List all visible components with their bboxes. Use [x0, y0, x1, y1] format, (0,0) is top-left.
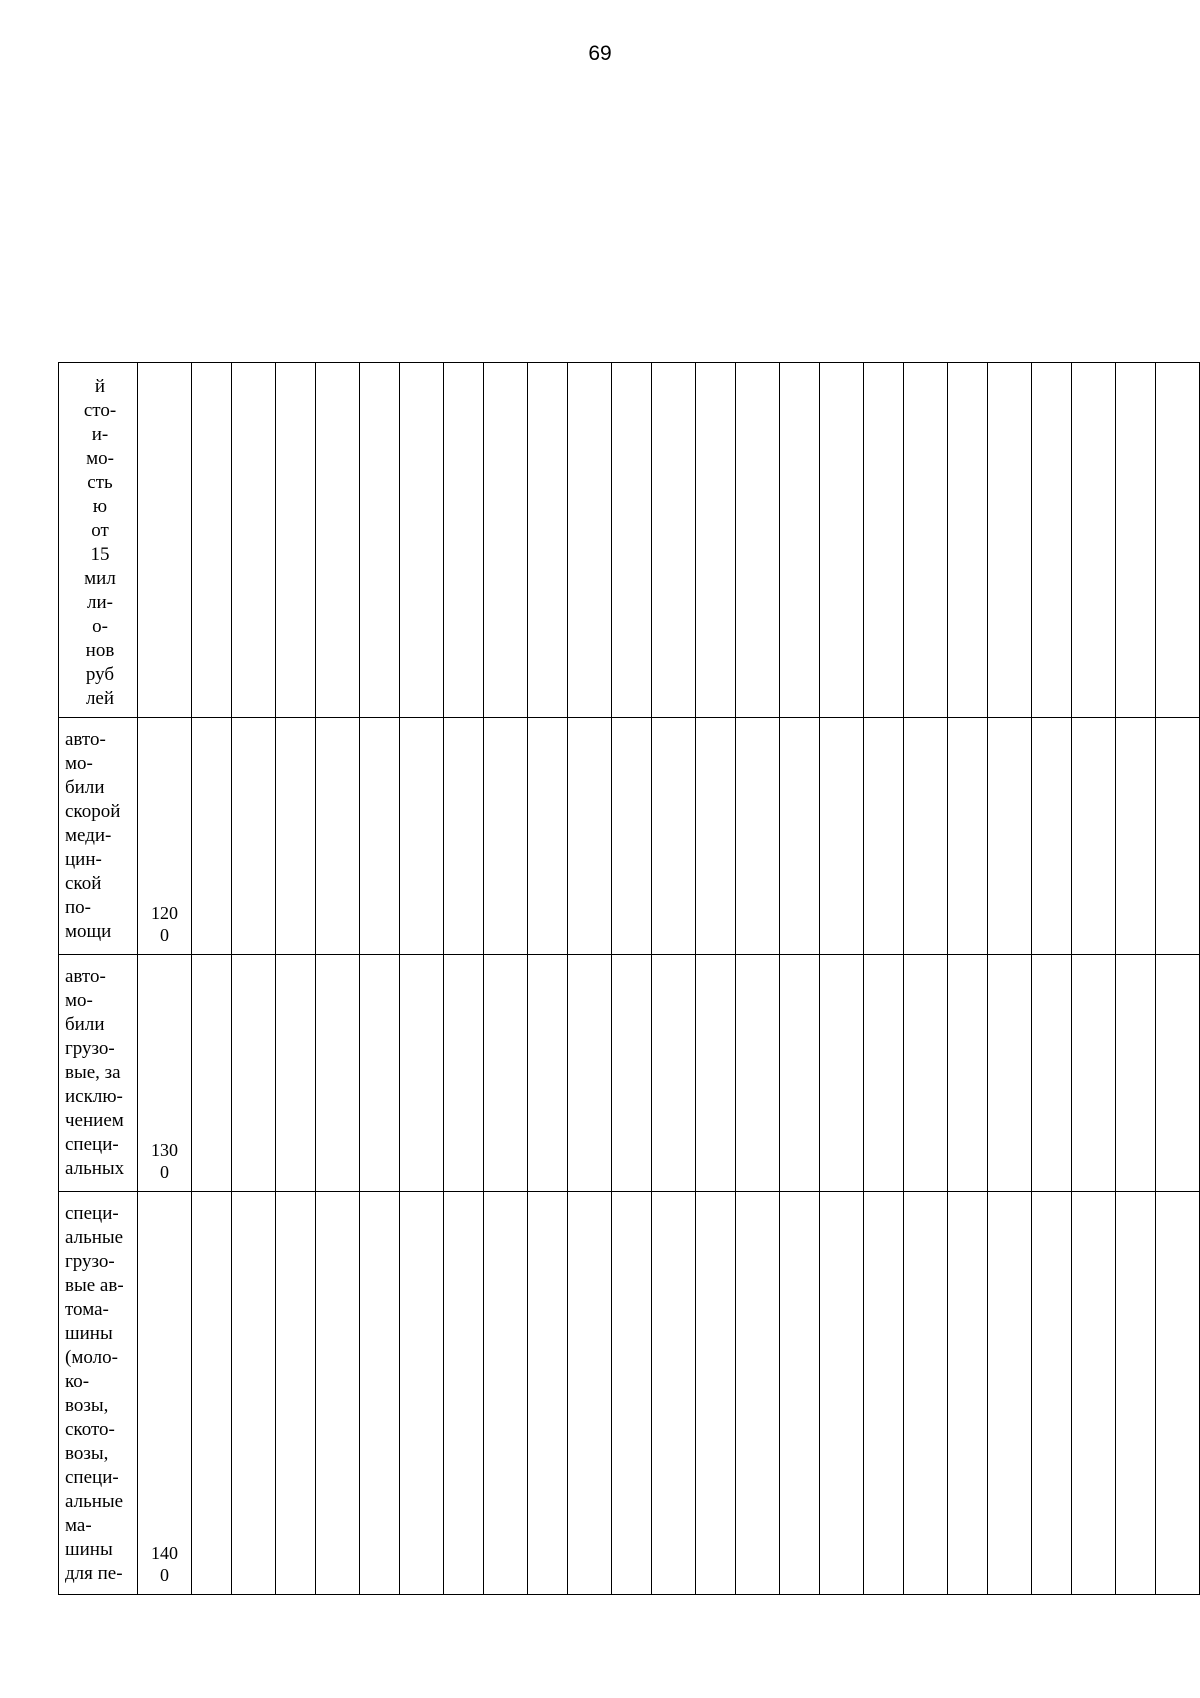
- row-code-line: 0: [160, 925, 169, 945]
- empty-cell: [652, 363, 696, 718]
- row-label-line: от: [91, 520, 109, 541]
- row-label-line: специ-: [65, 1203, 119, 1224]
- table-row-cost-over-15-million: [59, 363, 1200, 718]
- row-label-line: 15: [90, 544, 110, 565]
- row-label-cell: [59, 718, 138, 955]
- empty-cell: [400, 363, 444, 718]
- empty-cell: [484, 1192, 528, 1595]
- empty-cell: [612, 1192, 652, 1595]
- empty-cell: [736, 1192, 780, 1595]
- row-label-line: авто-: [65, 729, 106, 750]
- empty-cell: [568, 1192, 612, 1595]
- empty-cell: [696, 718, 736, 955]
- empty-cell: [696, 955, 736, 1192]
- empty-cell: [192, 718, 232, 955]
- empty-cell: [316, 1192, 360, 1595]
- row-code-line: 140: [151, 1543, 178, 1563]
- empty-cell: [1156, 955, 1200, 1192]
- empty-cell: [652, 1192, 696, 1595]
- row-label-line: мощи: [65, 921, 112, 942]
- data-table: [58, 362, 1200, 1595]
- row-label-line: грузо-: [65, 1038, 115, 1059]
- empty-cell: [1032, 718, 1072, 955]
- row-code-cell: [138, 363, 192, 718]
- table-row-trucks: [59, 955, 1200, 1192]
- row-label-line: мил: [84, 568, 116, 589]
- row-code-line: 130: [151, 1140, 178, 1160]
- row-code-line: 120: [151, 903, 178, 923]
- empty-cell: [1072, 718, 1116, 955]
- empty-cell: [864, 1192, 904, 1595]
- empty-cell: [864, 718, 904, 955]
- empty-cell: [232, 955, 276, 1192]
- empty-cell: [948, 718, 988, 955]
- empty-cell: [736, 363, 780, 718]
- row-label-cell: [59, 955, 138, 1192]
- empty-cell: [568, 718, 612, 955]
- empty-cell: [864, 363, 904, 718]
- empty-cell: [904, 718, 948, 955]
- row-label-line: альные: [65, 1491, 124, 1512]
- empty-cell: [1116, 955, 1156, 1192]
- empty-cell: [988, 955, 1032, 1192]
- row-label-line: меди-: [65, 825, 112, 846]
- empty-cell: [696, 1192, 736, 1595]
- empty-cell: [780, 1192, 820, 1595]
- empty-cell: [904, 955, 948, 1192]
- empty-cell: [820, 1192, 864, 1595]
- row-label-line: нов: [85, 640, 115, 661]
- empty-cell: [276, 1192, 316, 1595]
- empty-cell: [444, 718, 484, 955]
- row-label-line: и-: [91, 424, 109, 445]
- row-label-line: исклю-: [65, 1086, 123, 1107]
- empty-cell: [232, 1192, 276, 1595]
- row-label-line: для пе-: [65, 1563, 123, 1584]
- empty-cell: [736, 955, 780, 1192]
- row-label-line: били: [65, 1014, 105, 1035]
- empty-cell: [780, 718, 820, 955]
- empty-cell: [1072, 955, 1116, 1192]
- empty-cell: [484, 363, 528, 718]
- row-label-line: цин-: [65, 849, 102, 870]
- empty-cell: [780, 363, 820, 718]
- empty-cell: [192, 363, 232, 718]
- empty-cell: [484, 718, 528, 955]
- empty-cell: [652, 955, 696, 1192]
- empty-cell: [1032, 1192, 1072, 1595]
- empty-cell: [276, 363, 316, 718]
- row-label-line: специ-: [65, 1134, 119, 1155]
- row-label-line: ма-: [65, 1515, 92, 1536]
- empty-cell: [528, 955, 568, 1192]
- empty-cell: [568, 955, 612, 1192]
- row-label-line: по-: [65, 897, 91, 918]
- row-label-line: авто-: [65, 966, 106, 987]
- empty-cell: [696, 363, 736, 718]
- row-label-line: шины: [65, 1323, 113, 1344]
- empty-cell: [1116, 718, 1156, 955]
- row-label-line: ското-: [65, 1419, 115, 1440]
- empty-cell: [1032, 955, 1072, 1192]
- row-label-line: о-: [92, 616, 108, 637]
- empty-cell: [360, 363, 400, 718]
- row-label-line: вые, за: [65, 1062, 121, 1083]
- empty-cell: [988, 1192, 1032, 1595]
- page-number: 69: [588, 42, 612, 65]
- row-label-line: альные: [65, 1227, 124, 1248]
- empty-cell: [1116, 1192, 1156, 1595]
- row-label-line: сто-: [83, 400, 117, 421]
- empty-cell: [948, 363, 988, 718]
- empty-cell: [948, 955, 988, 1192]
- empty-cell: [820, 718, 864, 955]
- row-label-line: й: [94, 376, 106, 397]
- empty-cell: [1072, 363, 1116, 718]
- empty-cell: [192, 955, 232, 1192]
- empty-cell: [360, 1192, 400, 1595]
- empty-cell: [652, 718, 696, 955]
- empty-cell: [528, 718, 568, 955]
- row-label-line: грузо-: [65, 1251, 115, 1272]
- empty-cell: [904, 363, 948, 718]
- empty-cell: [988, 363, 1032, 718]
- empty-cell: [528, 1192, 568, 1595]
- row-label-line: альных: [65, 1158, 125, 1179]
- row-label-line: скорой: [65, 801, 121, 822]
- row-code-cell: [138, 1192, 192, 1595]
- row-label-line: ю: [92, 496, 108, 517]
- empty-cell: [1156, 1192, 1200, 1595]
- empty-cell: [948, 1192, 988, 1595]
- row-label-line: ко-: [65, 1371, 90, 1392]
- empty-cell: [444, 955, 484, 1192]
- row-label-line: мо-: [65, 990, 93, 1011]
- empty-cell: [612, 718, 652, 955]
- empty-cell: [316, 955, 360, 1192]
- table-row-ambulance: [59, 718, 1200, 955]
- row-label-line: (моло-: [65, 1347, 118, 1368]
- row-label-cell: [59, 1192, 138, 1595]
- row-label-line: руб: [85, 664, 115, 685]
- empty-cell: [360, 955, 400, 1192]
- empty-cell: [360, 718, 400, 955]
- empty-cell: [232, 363, 276, 718]
- row-code-cell: [138, 718, 192, 955]
- row-label-line: тома-: [65, 1299, 109, 1320]
- empty-cell: [484, 955, 528, 1192]
- row-label-line: ской: [65, 873, 102, 894]
- empty-cell: [276, 718, 316, 955]
- empty-cell: [192, 1192, 232, 1595]
- empty-cell: [400, 1192, 444, 1595]
- row-code-cell: [138, 955, 192, 1192]
- empty-cell: [1156, 363, 1200, 718]
- empty-cell: [1032, 363, 1072, 718]
- row-label-cell: [59, 363, 138, 718]
- empty-cell: [400, 955, 444, 1192]
- empty-cell: [780, 955, 820, 1192]
- row-label-line: мо-: [86, 448, 114, 469]
- empty-cell: [988, 718, 1032, 955]
- empty-cell: [736, 718, 780, 955]
- table-row-special-trucks: [59, 1192, 1200, 1595]
- row-label-line: возы,: [65, 1443, 109, 1464]
- row-label-line: били: [65, 777, 105, 798]
- row-code-line: 0: [160, 1565, 169, 1585]
- row-label-line: мо-: [65, 753, 93, 774]
- empty-cell: [864, 955, 904, 1192]
- empty-cell: [528, 363, 568, 718]
- empty-cell: [444, 363, 484, 718]
- empty-cell: [568, 363, 612, 718]
- empty-cell: [904, 1192, 948, 1595]
- empty-cell: [1072, 1192, 1116, 1595]
- row-code-line: 0: [160, 1162, 169, 1182]
- empty-cell: [612, 955, 652, 1192]
- empty-cell: [1116, 363, 1156, 718]
- row-label-line: шины: [65, 1539, 113, 1560]
- row-label-line: чением: [65, 1110, 124, 1131]
- row-label-line: лей: [85, 688, 115, 709]
- empty-cell: [316, 363, 360, 718]
- empty-cell: [276, 955, 316, 1192]
- empty-cell: [444, 1192, 484, 1595]
- row-label-line: ли-: [87, 592, 113, 613]
- row-label-line: вые ав-: [65, 1275, 124, 1296]
- row-label-line: сть: [87, 472, 113, 493]
- empty-cell: [316, 718, 360, 955]
- empty-cell: [400, 718, 444, 955]
- empty-cell: [820, 955, 864, 1192]
- row-label-line: специ-: [65, 1467, 119, 1488]
- empty-cell: [820, 363, 864, 718]
- empty-cell: [232, 718, 276, 955]
- empty-cell: [1156, 718, 1200, 955]
- row-label-line: возы,: [65, 1395, 109, 1416]
- empty-cell: [612, 363, 652, 718]
